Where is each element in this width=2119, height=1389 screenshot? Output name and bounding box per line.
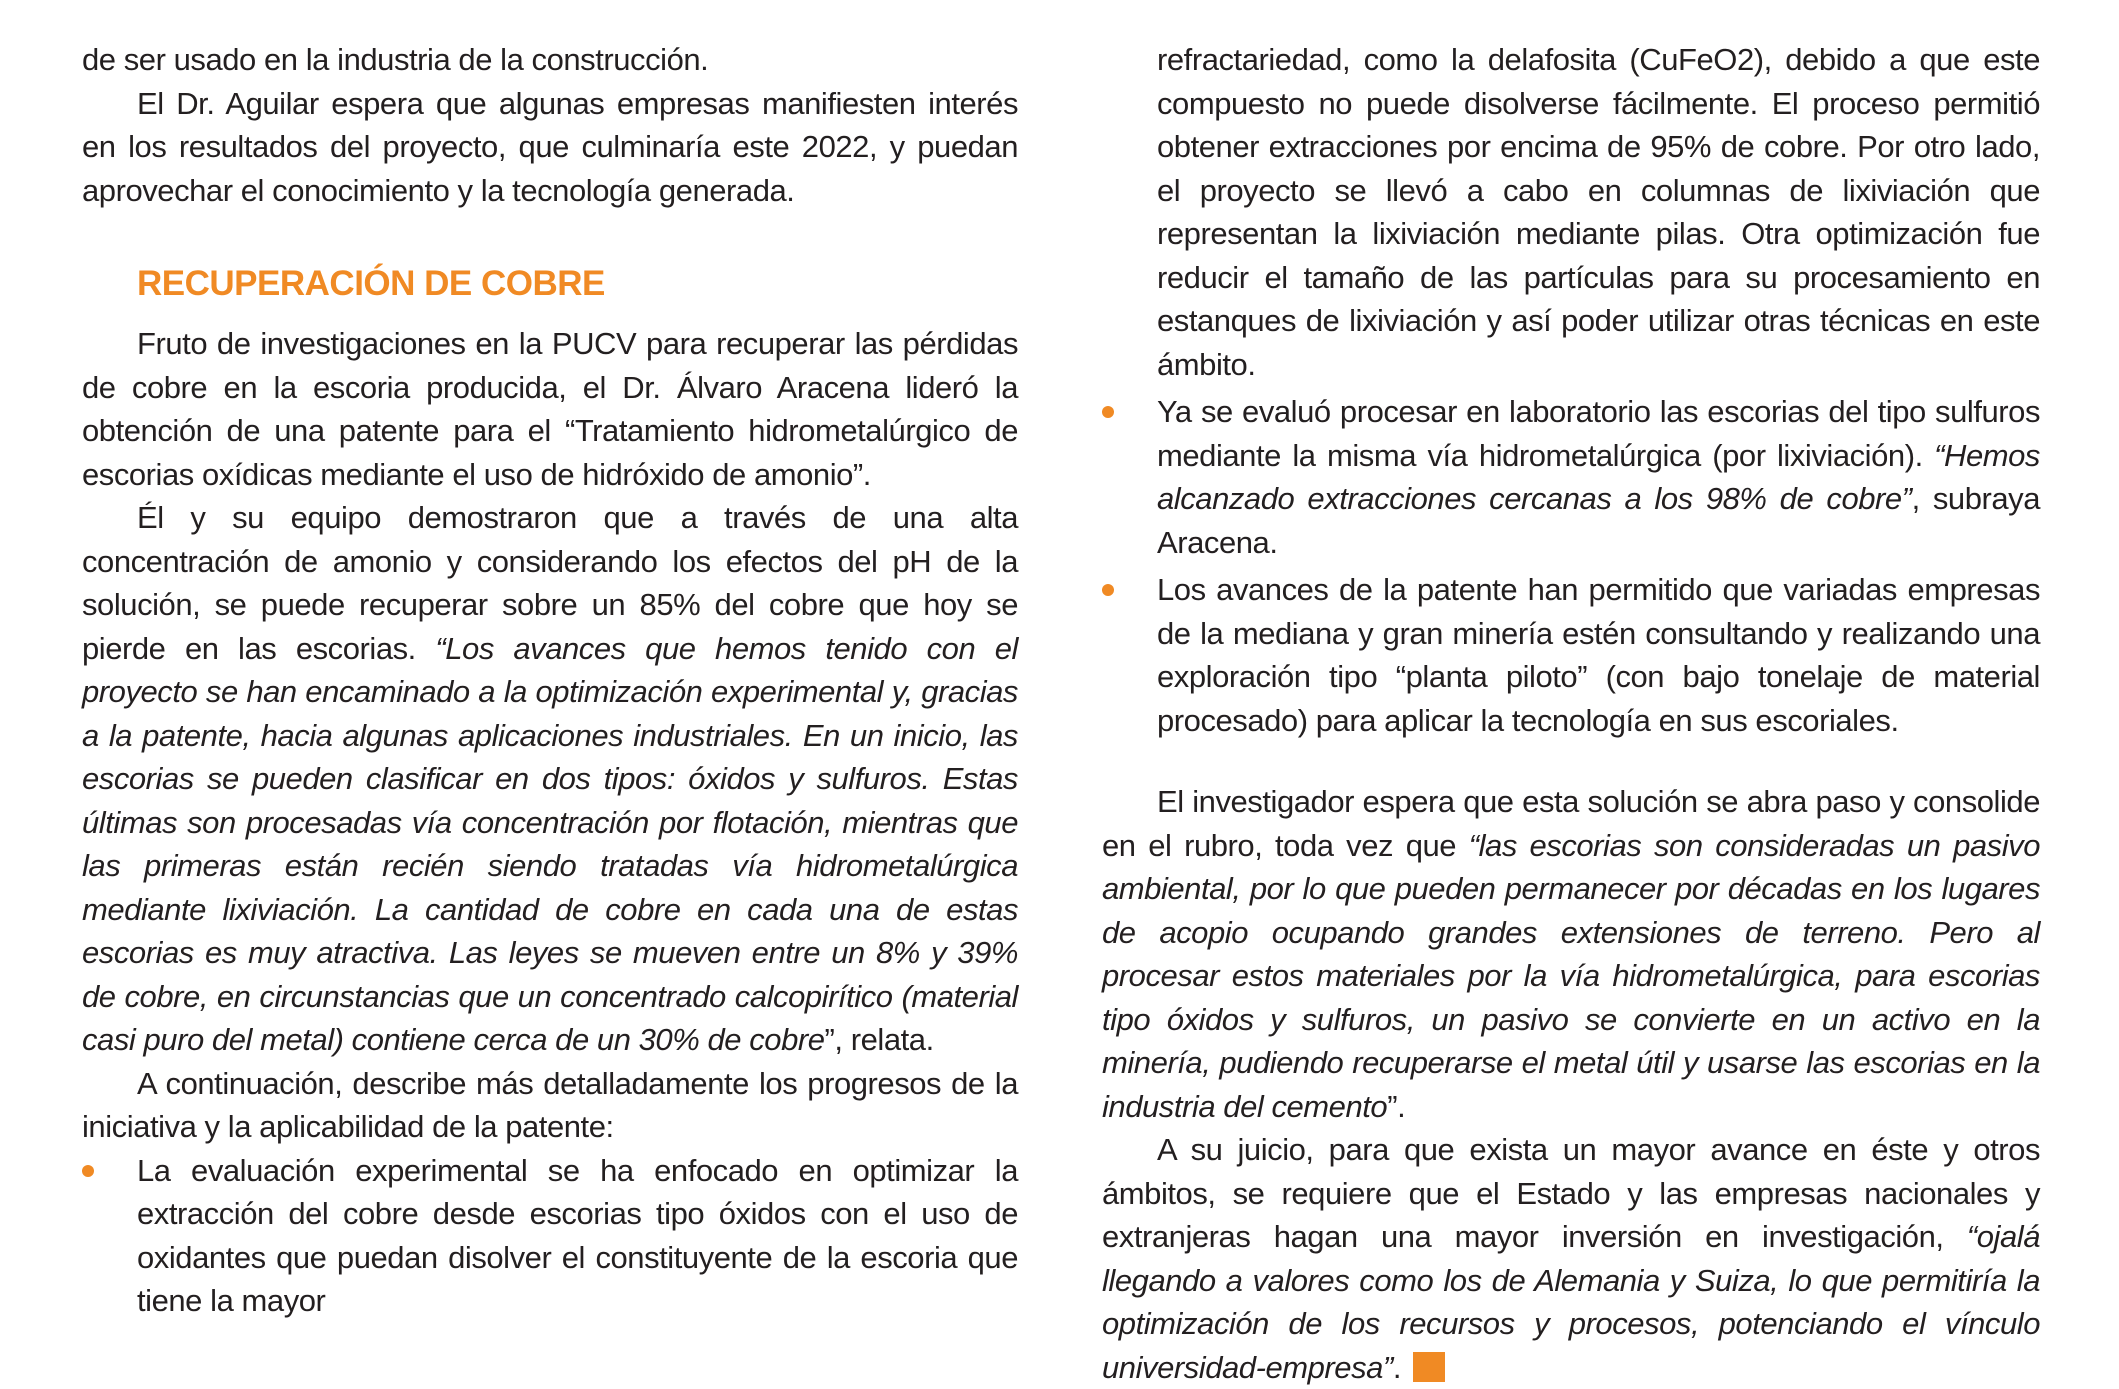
quote-environment: “las escorias son consideradas un pasivo ambiental, por lo que pueden permanecer por décadas en los lugares de acopio ocupando grandes extensiones de terreno. Pero al procesar estos materiales por la vía hidrometalúrgica, para escorias tipo óxidos y sulfuros, un pasivo se convierte en un activo en la minería, pudiendo recuperarse el metal útil y usarse las escorias en la industria del cemento	[1102, 827, 2040, 1124]
progress-list	[82, 1149, 1018, 1323]
right-column	[1102, 38, 2040, 1389]
list-item	[1102, 38, 2040, 386]
list-item	[1102, 390, 2040, 564]
list-item-end: , subraya Aracena.	[1157, 481, 2040, 560]
quote-extraction: “Hemos alcanzado extracciones cercanas a los 98% de cobre”	[1157, 437, 2040, 516]
paragraph-intro-list: A continuación, describe más detalladamente los progresos de la iniciativa y la aplicabilidad de la patente:	[82, 1065, 1018, 1144]
paragraph-aguilar: El Dr. Aguilar espera que algunas empresas manifiesten interés en los resultados del proyecto, que culminaría este 2022, y puedan aprovechar el conocimiento y la tecnología generada.	[82, 85, 1018, 208]
quote-aracena: “Los avances que hemos tenido con el proyecto se han encaminado a la optimización experimental y, gracias a la patente, hacia algunas aplicaciones industriales. En un inicio, las escorias se pueden clasificar en dos tipos: óxidos y sulfuros. Estas últimas son procesadas vía concentración por flotación, mientras que las primeras están recién siendo tratadas vía hidrometalúrgica mediante lixiviación. La cantidad de cobre en cada una de estas escorias es muy atractiva. Las leyes se mueven entre un 8% y 39% de cobre, en circunstancias que un concentrado calcopirítico (material casi puro del metal) contiene cerca de un 30% de cobre	[82, 630, 1018, 1057]
list-item-text: Ya se evaluó procesar en laboratorio las escorias del tipo sulfuros mediante la misma vía hidrometalúrgica (por lixiviación).	[1157, 394, 2040, 473]
paragraph-investment-end: .	[1392, 1349, 1401, 1385]
paragraph-patent: Fruto de investigaciones en la PUCV para recuperar las pérdidas de cobre en la escoria producida, el Dr. Álvaro Aracena lideró la obtención de una patente para el “Tratamiento hidrometalúrgico de escorias oxídicas mediante el uso de hidróxido de amonio”.	[82, 326, 1018, 492]
list-item-text: La evaluación experimental se ha enfocado en optimizar la extracción del cobre desde escorias tipo óxidos con el uso de oxidantes que puedan disolver el constituyente de la escoria que tiene la mayor	[137, 1152, 1018, 1318]
quote-investment: “ojalá llegando a valores como los de Alemania y Suiza, lo que permitiría la optimización de los recursos y procesos, potenciando el vínculo universidad-empresa”	[1102, 1219, 2040, 1385]
paragraph-investment-text: A su juicio, para que exista un mayor avance en éste y otros ámbitos, se requiere que el Estado y las empresas nacionales y extranjeras hagan una mayor inversión en investigación,	[1102, 1132, 2040, 1254]
section-heading: RECUPERACIÓN DE COBRE	[137, 264, 605, 303]
list-item	[1102, 568, 2040, 742]
paragraph-researcher	[1102, 780, 2040, 1128]
progress-list-continued	[1102, 38, 2040, 742]
paragraph-researcher-text: El investigador espera que esta solución se abra paso y consolide en el rubro, toda vez que	[1102, 784, 2040, 863]
spacer	[1102, 746, 2040, 780]
bullet-dot-icon	[1102, 584, 1114, 596]
ia-logo-icon: IA	[1413, 1352, 1445, 1382]
paragraph-team-end: ”, relata.	[824, 1022, 934, 1057]
list-item-text: Los avances de la patente han permitido que variadas empresas de la mediana y gran minería estén consultando y realizando una exploración tipo “planta piloto” (con bajo tonelaje de material procesado) para aplicar la tecnología en sus escoriales.	[1157, 572, 2040, 738]
left-column	[82, 38, 1018, 1327]
paragraph-researcher-end: ”.	[1387, 1088, 1406, 1124]
bullet-dot-icon	[1102, 406, 1114, 418]
paragraph-continuation: de ser usado en la industria de la construcción.	[82, 42, 709, 77]
bullet-dot-icon	[82, 1165, 94, 1177]
paragraph-team-text: Él y su equipo demostraron que a través de una alta concentración de amonio y considerando los efectos del pH de la solución, se puede recuperar sobre un 85% del cobre que hoy se pierde en las escorias.	[82, 500, 1018, 666]
list-item	[82, 1149, 1018, 1323]
list-item-text: refractariedad, como la delafosita (CuFeO2), debido a que este compuesto no puede disolverse fácilmente. El proceso permitió obtener extracciones por encima de 95% de cobre. Por otro lado, el proyecto se llevó a cabo en columnas de lixiviación que representan la lixiviación mediante pilas. Otra optimización fue reducir el tamaño de las partículas para su procesamiento en estanques de lixiviación y así poder utilizar otras técnicas en este ámbito.	[1157, 42, 2040, 382]
paragraph-team	[82, 496, 1018, 1062]
paragraph-investment	[1102, 1128, 2040, 1389]
